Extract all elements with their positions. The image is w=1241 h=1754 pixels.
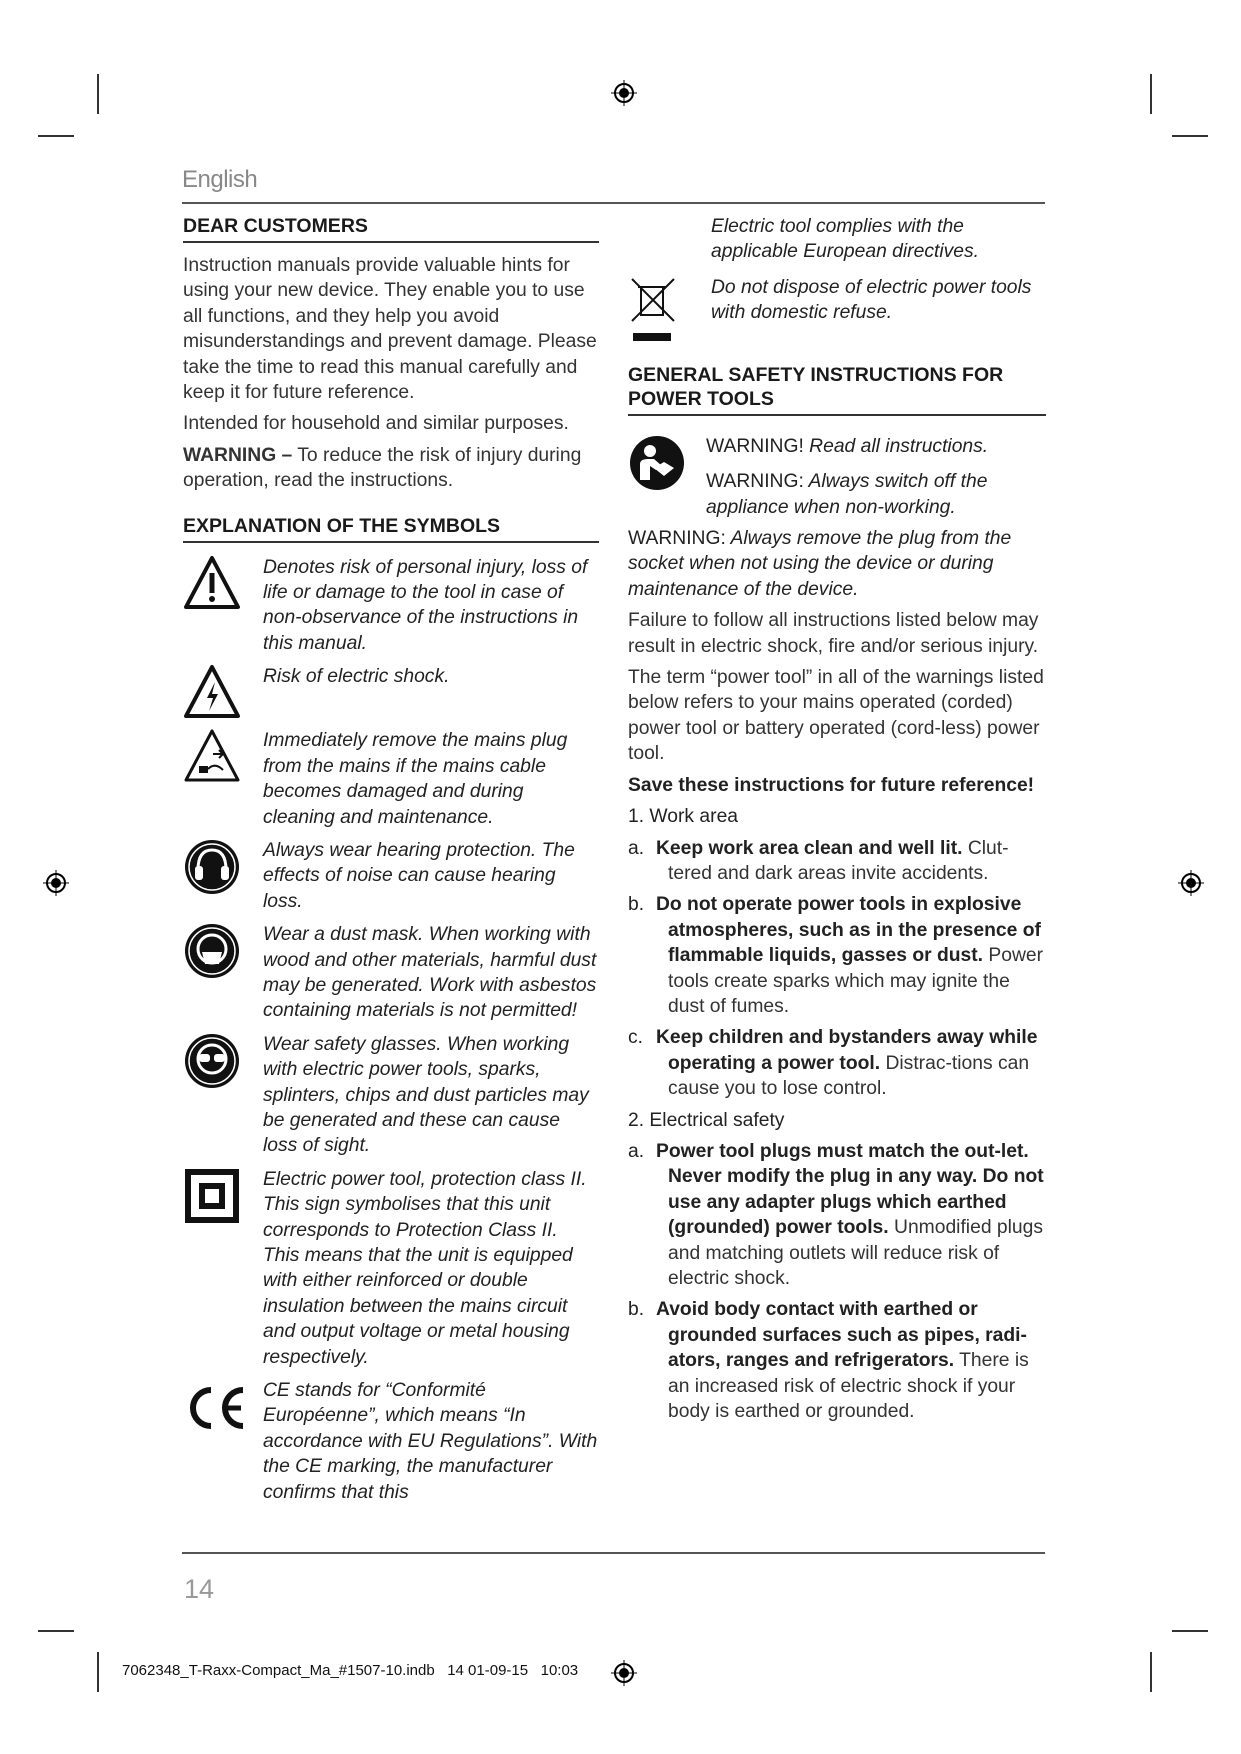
- crop-mark: [1150, 74, 1152, 114]
- protection-class-ii-icon: [183, 1167, 241, 1225]
- symbol-item: Denotes risk of personal injury, loss of life or damage to the tool in case of non-observance of the instructions in this manual.: [183, 555, 599, 657]
- read-instructions-item: WARNING! Read all instructions. WARNING: Always switch off the appliance when non-working.: [628, 434, 1046, 526]
- crop-mark: [1172, 135, 1208, 137]
- symbol-item: Always wear hearing protection. The effects of noise can cause hearing loss.: [183, 838, 599, 914]
- save-instructions: Save these instructions for future reference!: [628, 774, 1035, 796]
- ce-mark-icon: [183, 1378, 253, 1438]
- crop-mark: [38, 135, 74, 137]
- subsection-electrical-safety: 2. Electrical safety: [628, 1109, 785, 1131]
- crossed-bin-icon: [628, 275, 678, 345]
- subsection-work-area: 1. Work area: [628, 806, 739, 828]
- term-paragraph: The term “power tool” in all of the warnings listed below refers to your mains operated (corded) power tool or battery operated (cord-less) power tool.: [628, 667, 1044, 765]
- registration-mark-icon: [611, 1660, 637, 1686]
- hearing-protection-icon: [183, 838, 241, 896]
- left-column: [183, 214, 599, 1513]
- crop-mark: [1150, 1652, 1152, 1692]
- intro-paragraph: Instruction manuals provide valuable hints for using your new device. They enable you to use all functions, and they help you avoid misunderstandings and prevent damage. Please take the time to read this manual carefully and keep it for future reference.: [183, 255, 597, 404]
- warning-unplug: WARNING: Always remove the plug from the socket when not using the device or during maintenance of the device.: [628, 528, 1012, 600]
- right-column: [628, 214, 1046, 1430]
- header-rule: [182, 202, 1045, 204]
- symbol-item: Immediately remove the mains plug from the mains if the mains cable becomes damaged and during cleaning and maintenance.: [183, 728, 599, 830]
- symbol-item: Wear a dust mask. When working with wood and other materials, harmful dust may be generated. Work with asbestos containing materials is not permitted!: [183, 922, 599, 1024]
- safety-glasses-icon: [183, 1032, 241, 1090]
- list-item: a. Keep work area clean and well lit. Clut-tered and dark areas invite accidents.: [628, 837, 1009, 884]
- section-title-symbols: EXPLANATION OF THE SYMBOLS: [183, 514, 599, 543]
- list-item: b. Avoid body contact with earthed or grounded surfaces such as pipes, radi-ators, ranges and refrigerators. There is an increased risk of electric shock if your body is earthed or grounded.: [628, 1299, 1029, 1423]
- crop-mark: [1172, 1630, 1208, 1632]
- dust-mask-icon: [183, 922, 241, 980]
- language-label: English: [182, 166, 258, 193]
- section-title-general-safety: GENERAL SAFETY INSTRUCTIONS FOR POWER TOOLS: [628, 363, 1046, 416]
- ce-continuation: Electric tool complies with the applicable European directives.: [711, 216, 979, 263]
- page-number: 14: [184, 1574, 215, 1604]
- damaged-cable-icon: [183, 728, 241, 784]
- intended-use: Intended for household and similar purposes.: [183, 413, 569, 435]
- warning-paragraph: [183, 443, 599, 494]
- list-item: b. Do not operate power tools in explosive atmospheres, such as in the presence of flammable liquids, gasses or dust. Power tools create sparks which may ignite the dust of fumes.: [628, 894, 1044, 1017]
- failure-paragraph: Failure to follow all instructions listed below may result in electric shock, fire and/or serious injury.: [628, 610, 1039, 657]
- symbol-item: Electric power tool, protection class II. This sign symbolises that this unit corresponds to Protection Class II. This means that the unit is equipped with either reinforced or double insulation between the mains circuit and output voltage or metal housing respectively.: [183, 1167, 599, 1370]
- symbol-item: CE stands for “Conformité Européenne”, which means “In accordance with EU Regulations”. With the CE marking, the manufacturer confirms that this: [183, 1378, 599, 1505]
- list-item: c. Keep children and bystanders away while operating a power tool. Distrac-tions can cause you to lose control.: [628, 1027, 1038, 1100]
- warning-triangle-icon: [183, 555, 241, 611]
- crop-mark: [97, 74, 99, 114]
- list-item: a. Power tool plugs must match the out-let. Never modify the plug in any way. Do not use any adapter plugs which earthed (grounded) power tools. Unmodified plugs and matching outlets will reduce risk of electric shock.: [628, 1140, 1044, 1289]
- read-manual-icon: [628, 434, 686, 492]
- registration-mark-icon: [43, 870, 69, 896]
- symbol-item: Wear safety glasses. When working with electric power tools, sparks, splinters, chips and dust particles may be generated and these can cause loss of sight.: [183, 1032, 599, 1159]
- print-slug: 7062348_T-Raxx-Compact_Ma_#1507-10.indb 14 01-09-15 10:03: [122, 1662, 579, 1679]
- weee-item: Do not dispose of electric power tools with domestic refuse.: [628, 275, 1046, 345]
- crop-mark: [97, 1652, 99, 1692]
- warning-label: WARNING –: [183, 444, 293, 466]
- electric-shock-icon: [183, 664, 241, 720]
- section-title-dear-customers: DEAR CUSTOMERS: [183, 214, 599, 243]
- warning-text: To reduce the risk of injury during operation, read the instructions.: [183, 444, 582, 492]
- crop-mark: [38, 1630, 74, 1632]
- footer-rule: [182, 1552, 1045, 1554]
- symbol-item: Risk of electric shock.: [183, 664, 599, 720]
- registration-mark-icon: [1178, 870, 1204, 896]
- registration-mark-icon: [611, 80, 637, 106]
